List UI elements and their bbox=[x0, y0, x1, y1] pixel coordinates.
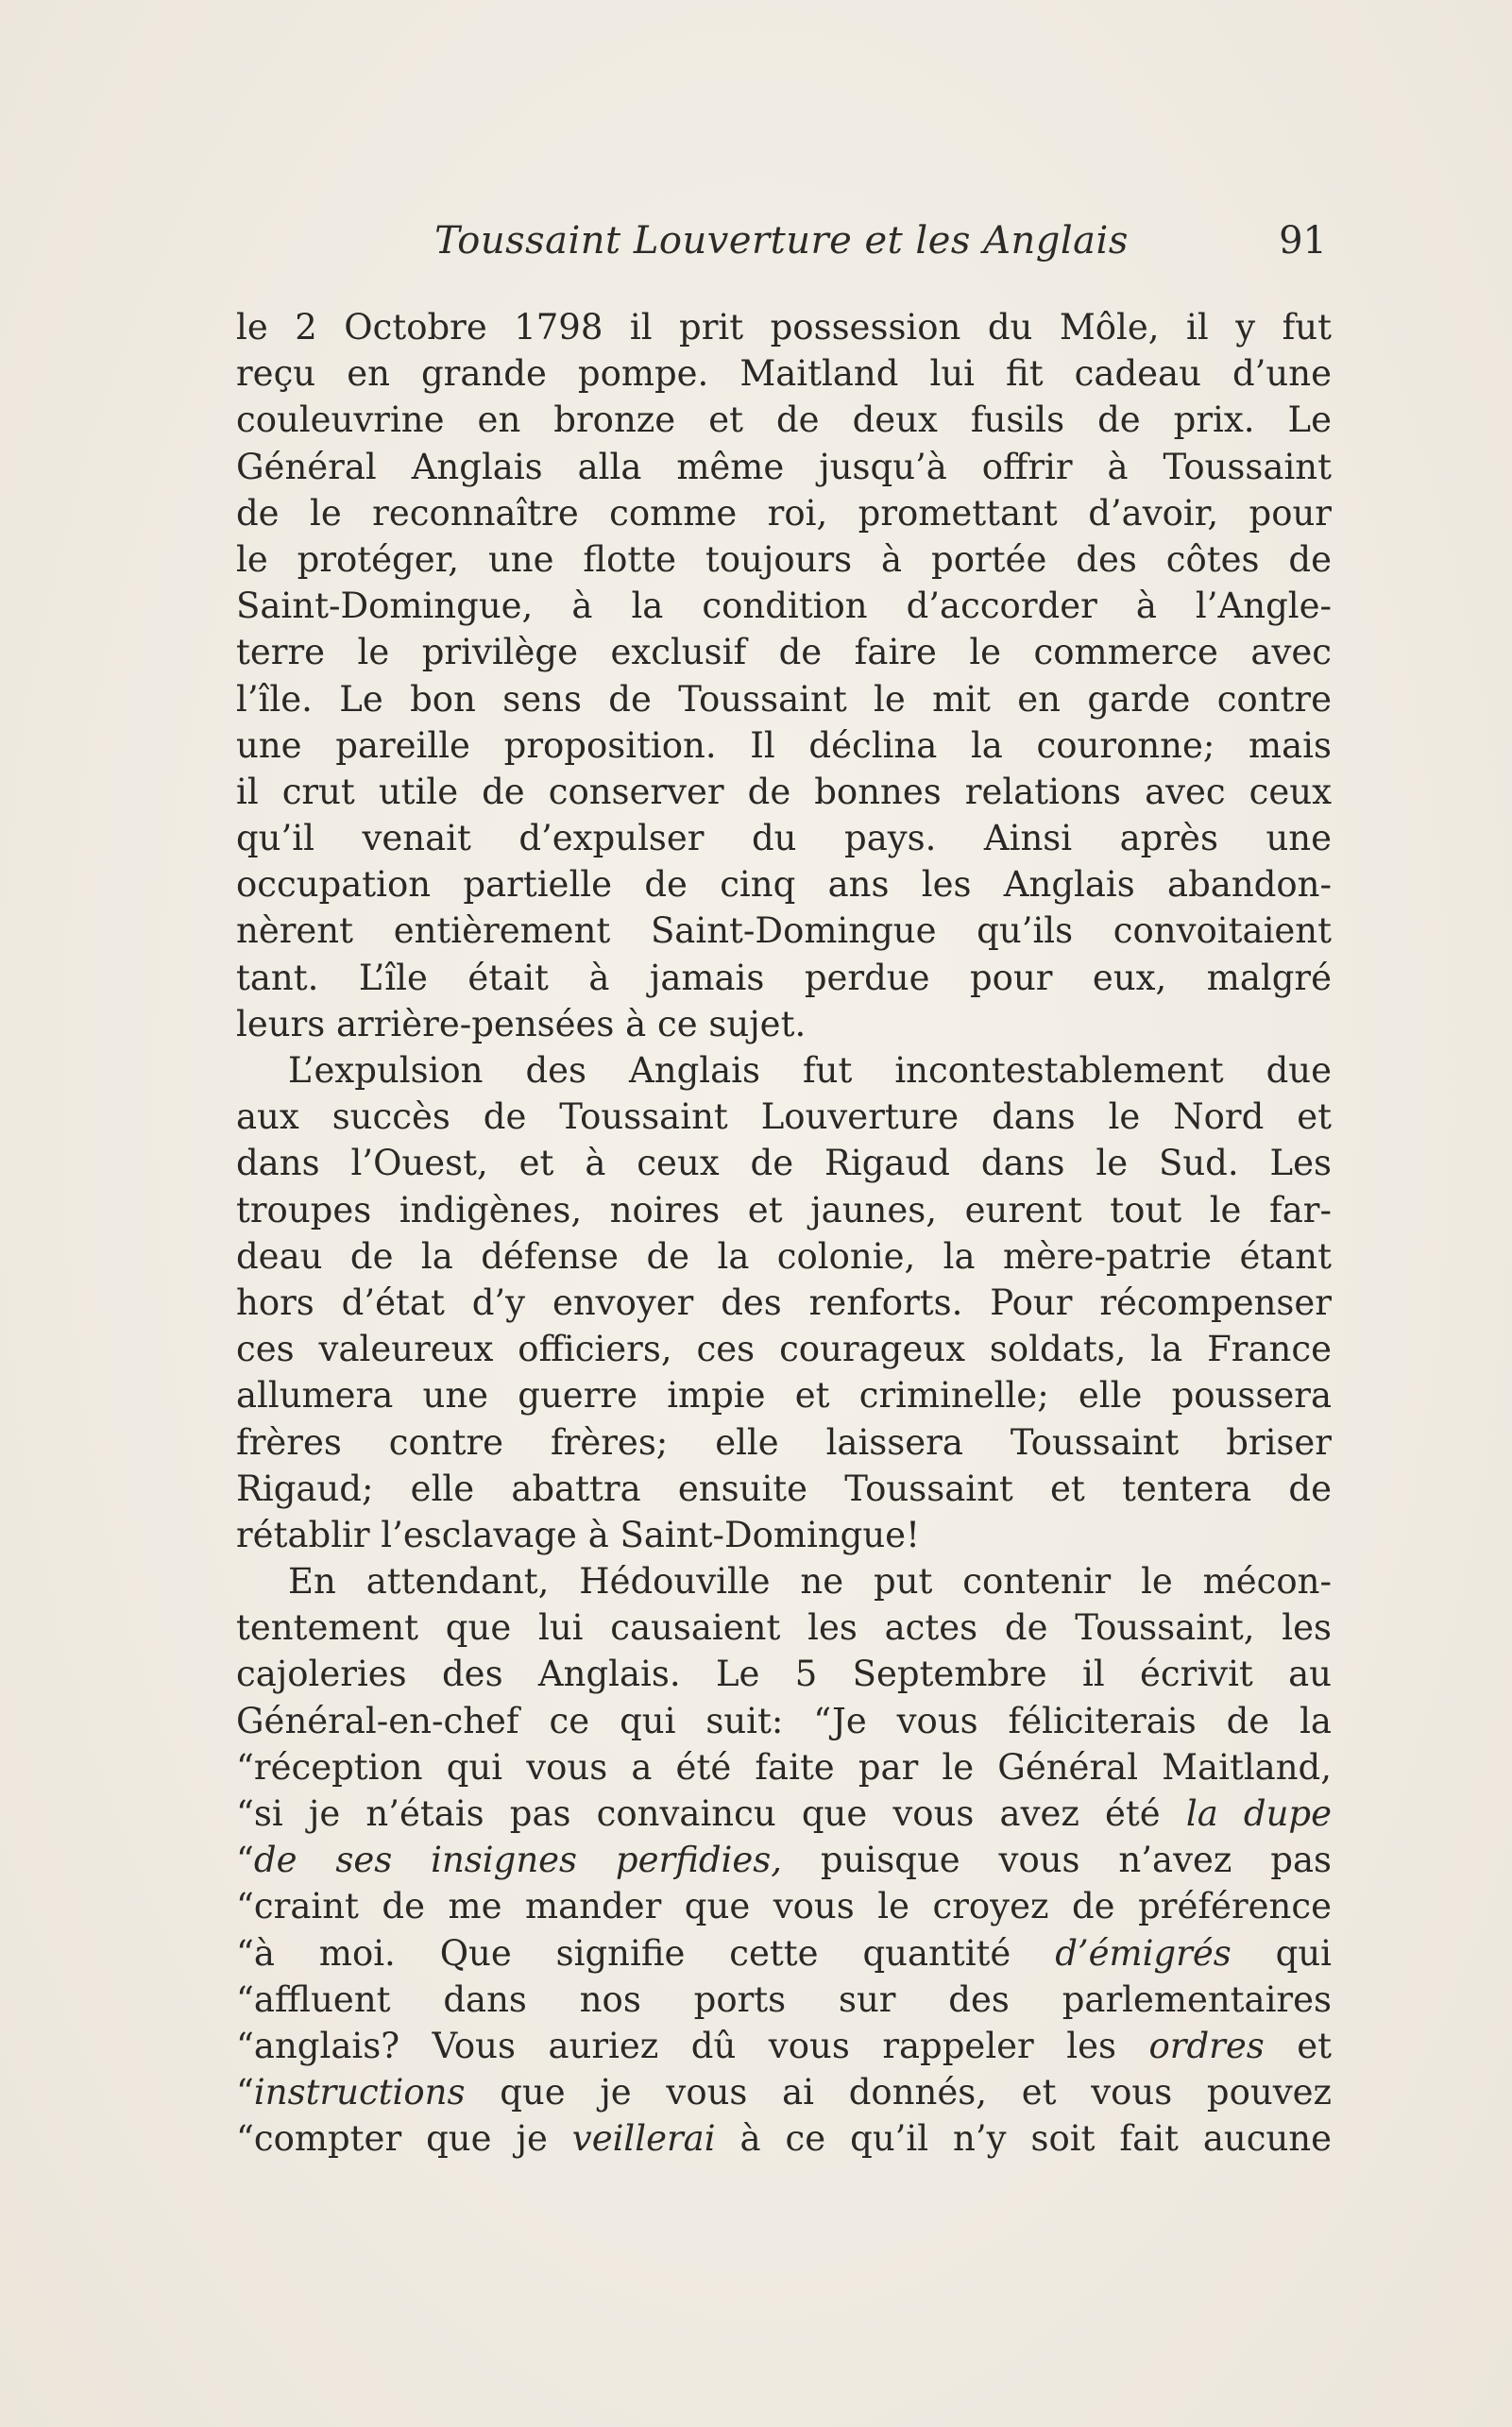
text-line bbox=[236, 490, 1332, 536]
text-line bbox=[236, 350, 1332, 397]
text-segment: Rigaud; elle abattra ensuite Toussaint et tentera de bbox=[236, 1468, 1332, 1509]
text-line bbox=[236, 769, 1332, 815]
italic-text: ordres bbox=[1148, 2025, 1265, 2066]
running-title: Toussaint Louverture et les Anglais bbox=[434, 219, 1129, 263]
text-segment: Saint-Domingue, à la condition d’accorder à l’Angle- bbox=[236, 586, 1332, 627]
text-segment: Général-en-chef ce qui suit: “Je vous féliciterais de la bbox=[236, 1700, 1332, 1741]
text-line bbox=[236, 1466, 1332, 1512]
text-line bbox=[236, 908, 1332, 954]
text-segment: Général Anglais alla même jusqu’à offrir à Toussaint bbox=[236, 446, 1332, 487]
text-line bbox=[236, 2023, 1332, 2069]
text-line bbox=[236, 1094, 1332, 1140]
text-line bbox=[236, 1187, 1332, 1233]
text-line bbox=[236, 1140, 1332, 1186]
italic-text: d’émigrés bbox=[1055, 1932, 1232, 1974]
text-line bbox=[236, 2115, 1332, 2162]
text-segment: tentement que lui causaient les actes de Toussaint, les bbox=[236, 1607, 1332, 1649]
text-segment: et bbox=[1264, 2025, 1332, 2066]
text-segment: terre le privilège exclusif de faire le commerce avec bbox=[236, 632, 1332, 673]
text-line bbox=[236, 1512, 1332, 1558]
text-segment: qui bbox=[1231, 1932, 1332, 1974]
text-segment: L’expulsion des Anglais fut incontestablement due bbox=[288, 1050, 1332, 1091]
text-segment: l’île. Le bon sens de Toussaint le mit en garde contre bbox=[236, 678, 1332, 720]
text-segment: deau de la défense de la colonie, la mère-patrie étant bbox=[236, 1235, 1332, 1277]
text-segment: aux succès de Toussaint Louverture dans le Nord et bbox=[236, 1096, 1332, 1138]
text-segment: “réception qui vous a été faite par le Général Maitland, bbox=[236, 1746, 1332, 1788]
text-segment: puisque vous n’avez pas bbox=[782, 1840, 1332, 1881]
text-segment: qu’il venait d’expulser du pays. Ainsi après une bbox=[236, 818, 1332, 859]
text-segment: une pareille proposition. Il déclina la couronne; mais bbox=[236, 724, 1332, 766]
text-segment: “craint de me mander que vous le croyez de préférence bbox=[236, 1886, 1332, 1927]
text-line bbox=[236, 861, 1332, 908]
italic-text: la dupe bbox=[1185, 1793, 1332, 1834]
text-segment: dans l’Ouest, et à ceux de Rigaud dans le Sud. Les bbox=[236, 1143, 1332, 1184]
text-line bbox=[236, 1419, 1332, 1466]
text-line bbox=[236, 1837, 1332, 1883]
text-line bbox=[236, 583, 1332, 629]
text-line bbox=[236, 629, 1332, 675]
text-segment: frères contre frères; elle laissera Toussaint briser bbox=[236, 1421, 1332, 1463]
text-line bbox=[236, 815, 1332, 861]
italic-text: veillerai bbox=[571, 2118, 716, 2160]
text-line bbox=[236, 676, 1332, 722]
text-line bbox=[236, 1326, 1332, 1372]
text-line bbox=[236, 1604, 1332, 1651]
text-segment: à ce qu’il n’y soit fait aucune bbox=[715, 2118, 1332, 2160]
text-segment: “ bbox=[236, 1840, 254, 1881]
text-segment: “affluent dans nos ports sur des parlementaires bbox=[236, 1978, 1332, 2020]
text-segment: troupes indigènes, noires et jaunes, eurent tout le far- bbox=[236, 1189, 1332, 1230]
italic-text: de ses insignes perfidies, bbox=[253, 1840, 783, 1881]
text-segment: que je vous ai donnés, et vous pouvez bbox=[465, 2072, 1332, 2113]
italic-text: instructions bbox=[253, 2072, 466, 2113]
text-segment: allumera une guerre impie et criminelle; elle poussera bbox=[236, 1375, 1332, 1417]
body-text bbox=[236, 304, 1332, 2163]
text-line bbox=[236, 1698, 1332, 1744]
text-segment: de le reconnaître comme roi, promettant d’avoir, pour bbox=[236, 492, 1332, 534]
text-line bbox=[236, 722, 1332, 769]
text-line bbox=[236, 1558, 1332, 1604]
text-line bbox=[236, 1883, 1332, 1929]
text-segment: “compter que je bbox=[236, 2118, 572, 2160]
text-line bbox=[236, 955, 1332, 1001]
text-segment: le protéger, une flotte toujours à portée des côtes de bbox=[236, 538, 1332, 580]
text-line bbox=[236, 1744, 1332, 1791]
text-segment: leurs arrière-pensées à ce sujet. bbox=[236, 1003, 807, 1044]
text-line bbox=[236, 444, 1332, 490]
text-segment: reçu en grande pompe. Maitland lui fit cadeau d’une bbox=[236, 353, 1332, 395]
text-line bbox=[236, 1651, 1332, 1697]
text-segment: rétablir l’esclavage à Saint-Domingue! bbox=[236, 1514, 920, 1555]
text-segment: ces valeureux officiers, ces courageux soldats, la France bbox=[236, 1329, 1332, 1370]
text-segment: tant. L’île était à jamais perdue pour eux, malgré bbox=[236, 957, 1332, 998]
text-line bbox=[236, 1047, 1332, 1094]
text-line bbox=[236, 1372, 1332, 1418]
text-segment: occupation partielle de cinq ans les Anglais abandon- bbox=[236, 864, 1332, 906]
text-line bbox=[236, 397, 1332, 443]
text-segment: “si je n’étais pas convaincu que vous avez été bbox=[236, 1793, 1186, 1834]
text-segment: le 2 Octobre 1798 il prit possession du Môle, il y fut bbox=[236, 307, 1332, 348]
page-number: 91 bbox=[1279, 219, 1327, 263]
text-segment: nèrent entièrement Saint-Domingue qu’ils convoitaient bbox=[236, 910, 1332, 952]
text-segment: hors d’état d’y envoyer des renforts. Pour récompenser bbox=[236, 1281, 1332, 1323]
text-segment: cajoleries des Anglais. Le 5 Septembre il écrivit au bbox=[236, 1654, 1332, 1695]
text-line bbox=[236, 1280, 1332, 1326]
text-line bbox=[236, 1977, 1332, 2023]
text-line bbox=[236, 536, 1332, 583]
text-segment: “ bbox=[236, 2072, 254, 2113]
text-segment: En attendant, Hédouville ne put contenir le mécon- bbox=[288, 1561, 1332, 1603]
text-segment: il crut utile de conserver de bonnes relations avec ceux bbox=[236, 771, 1332, 812]
text-line bbox=[236, 1233, 1332, 1280]
text-segment: “à moi. Que signifie cette quantité bbox=[236, 1932, 1056, 1974]
text-line bbox=[236, 1930, 1332, 1977]
text-segment: couleuvrine en bronze et de deux fusils de prix. Le bbox=[236, 399, 1332, 441]
page-header bbox=[236, 219, 1327, 276]
text-line bbox=[236, 1001, 1332, 1047]
text-segment: “anglais? Vous auriez dû vous rappeler les bbox=[236, 2025, 1149, 2066]
text-line bbox=[236, 1791, 1332, 1837]
text-line bbox=[236, 2069, 1332, 2115]
text-line bbox=[236, 304, 1332, 350]
